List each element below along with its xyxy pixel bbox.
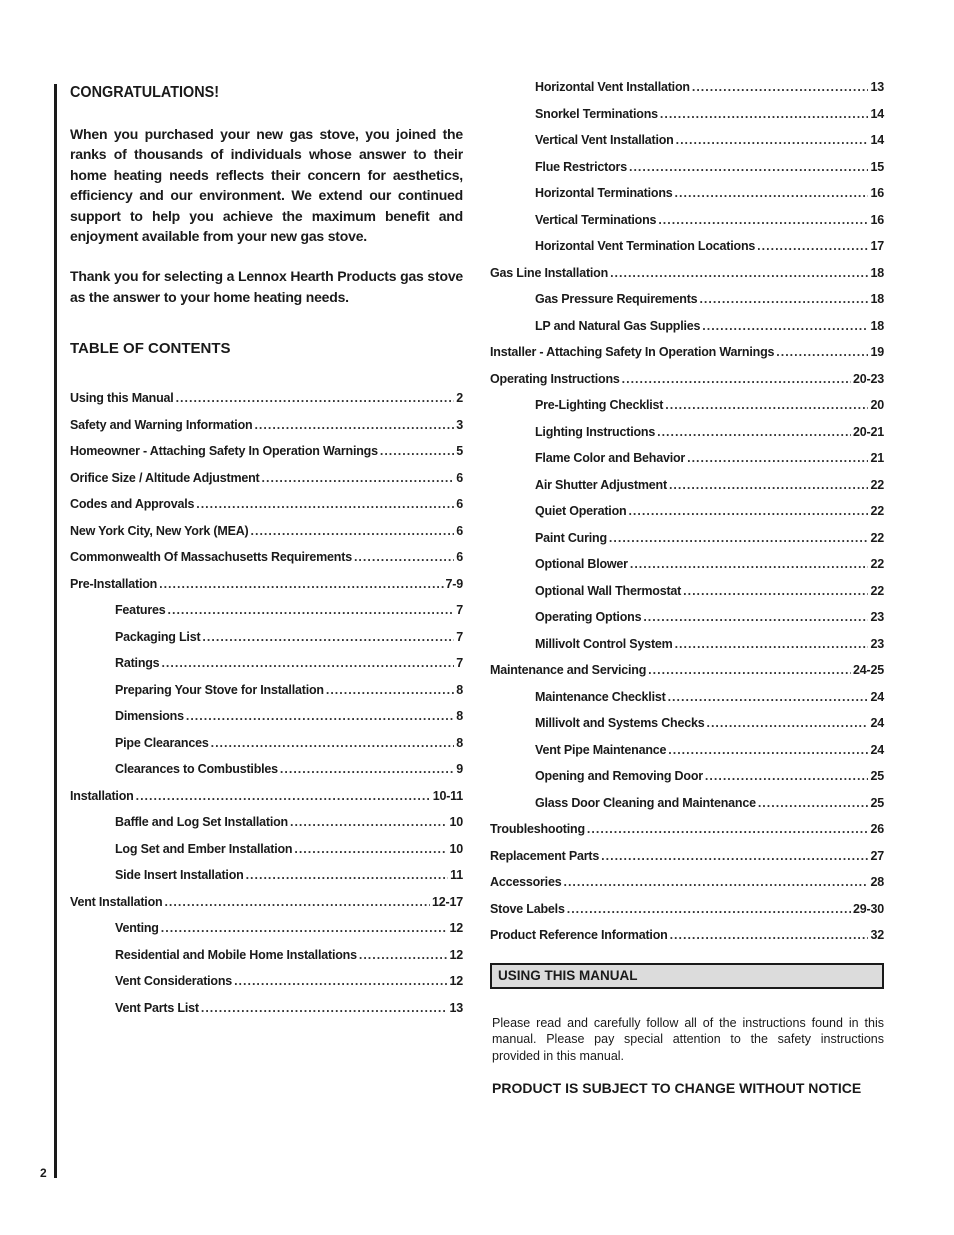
toc-entry-page: 14 (870, 106, 884, 121)
toc-entry-label: Ratings (115, 656, 160, 671)
toc-entry-label: Flame Color and Behavior (535, 451, 686, 465)
toc-leader-dots (776, 345, 868, 359)
toc-entry[interactable] (490, 372, 884, 399)
toc-entry-label: Venting (115, 921, 159, 936)
congratulations-heading: CONGRATULATIONS! (70, 84, 220, 101)
toc-leader-dots (211, 736, 455, 750)
toc-entry-label: Troubleshooting (490, 822, 585, 836)
toc-entry-label: Clearances to Combustibles (115, 762, 278, 777)
toc-entry[interactable] (490, 875, 884, 902)
toc-entry[interactable] (490, 213, 884, 240)
toc-entry-label: Dimensions (115, 709, 184, 724)
toc-leader-dots (668, 690, 869, 704)
toc-entry-label: Opening and Removing Door (535, 769, 703, 783)
toc-leader-dots (164, 895, 430, 909)
toc-entry[interactable] (490, 849, 884, 876)
right-column (490, 80, 884, 1096)
toc-entry-page: 6 (456, 497, 463, 512)
toc-entry[interactable] (70, 524, 463, 551)
toc-leader-dots (643, 610, 868, 624)
toc-leader-dots (629, 160, 869, 174)
toc-entry[interactable] (70, 948, 463, 975)
toc-entry[interactable] (70, 895, 463, 922)
toc-entry-label: Gas Line Installation (490, 265, 609, 280)
toc-entry[interactable] (70, 683, 463, 710)
toc-leader-dots (168, 603, 455, 617)
toc-leader-dots (161, 921, 448, 935)
toc-entry-page: 6 (456, 550, 463, 565)
toc-entry-label: Vertical Terminations (535, 212, 657, 227)
toc-entry[interactable] (490, 663, 884, 690)
toc-entry[interactable] (70, 391, 463, 418)
toc-entry[interactable] (490, 902, 884, 929)
toc-leader-dots (567, 902, 851, 916)
toc-entry-page: 22 (870, 477, 884, 492)
toc-entry-label: Baffle and Log Set Installation (115, 815, 288, 830)
toc-entry[interactable] (490, 610, 884, 637)
toc-leader-dots (290, 815, 448, 829)
toc-leader-dots (657, 425, 851, 439)
toc-entry[interactable] (70, 789, 463, 816)
toc-entry-page: 12 (449, 921, 463, 936)
toc-entry[interactable] (490, 637, 884, 664)
toc-entry-label: Maintenance and Servicing (490, 663, 647, 677)
toc-entry[interactable] (70, 418, 463, 445)
toc-entry-label: Features (115, 603, 166, 618)
toc-entry[interactable] (490, 690, 884, 717)
toc-entry-page: 21 (870, 451, 884, 465)
toc-entry-page: 6 (456, 470, 463, 485)
toc-entry-label: Using this Manual (70, 391, 174, 406)
toc-entry-page: 22 (870, 504, 884, 518)
toc-entry-page: 23 (870, 636, 884, 651)
toc-leader-dots (609, 531, 869, 545)
toc-entry-page: 24 (870, 716, 884, 730)
toc-entry-label: Maintenance Checklist (535, 689, 666, 704)
toc-entry[interactable] (490, 531, 884, 558)
toc-entry-label: Replacement Parts (490, 848, 600, 863)
toc-entry[interactable] (70, 1001, 463, 1028)
toc-entry-page: 20 (870, 398, 884, 412)
toc-entry-label: Vertical Vent Installation (535, 133, 674, 147)
toc-leader-dots (587, 822, 869, 836)
toc-entry-label: Product Reference Information (490, 928, 668, 942)
toc-entry-page: 16 (870, 186, 884, 200)
toc-entry-page: 15 (870, 159, 884, 174)
toc-entry[interactable] (490, 345, 884, 372)
toc-entry-page: 7 (456, 603, 463, 618)
toc-leader-dots (683, 584, 868, 598)
toc-entry[interactable] (490, 743, 884, 770)
toc-entry-label: Vent Parts List (115, 1000, 199, 1015)
toc-list-left (70, 391, 463, 1027)
toc-entry-page: 20-23 (853, 371, 884, 386)
toc-entry-page: 8 (456, 735, 463, 750)
toc-entry-page: 17 (870, 239, 884, 253)
toc-entry-page: 23 (870, 610, 884, 624)
toc-entry-page: 7 (456, 629, 463, 644)
toc-leader-dots (246, 868, 449, 882)
toc-entry-label: Gas Pressure Requirements (535, 292, 698, 306)
toc-entry-page: 3 (456, 417, 463, 432)
change-notice: PRODUCT IS SUBJECT TO CHANGE WITHOUT NOTICE (492, 1080, 862, 1096)
toc-entry[interactable] (70, 868, 463, 895)
intro-paragraph: When you purchased your new gas stove, you joined the ranks of thousands of individuals whose answer to their home heating needs reflects their concern for aesthetics, efficiency and our environment. We extend our continued support to help you achieve the maximum benefit and enjoyment available from your new gas stove. (70, 126, 463, 245)
toc-leader-dots (251, 524, 455, 538)
toc-entry-label: New York City, New York (MEA) (70, 523, 249, 538)
toc-entry-page: 24-25 (853, 663, 884, 677)
toc-entry-label: Air Shutter Adjustment (535, 477, 667, 492)
toc-entry[interactable] (70, 444, 463, 471)
toc-entry-page: 24 (870, 689, 884, 704)
toc-entry-page: 22 (870, 583, 884, 598)
toc-leader-dots (699, 292, 868, 306)
toc-entry[interactable] (70, 736, 463, 763)
toc-leader-dots (669, 478, 869, 492)
toc-entry-page: 22 (870, 530, 884, 545)
using-manual-heading: USING THIS MANUAL (490, 963, 884, 989)
toc-entry[interactable] (490, 186, 884, 213)
toc-entry[interactable] (70, 550, 463, 577)
toc-leader-dots (380, 444, 454, 458)
toc-leader-dots (675, 186, 869, 200)
toc-leader-dots (660, 107, 869, 121)
toc-leader-dots (757, 239, 868, 253)
toc-leader-dots (705, 769, 869, 783)
toc-entry[interactable] (490, 398, 884, 425)
toc-entry-page: 2 (456, 391, 463, 406)
toc-entry-label: Millivolt and Systems Checks (535, 716, 705, 730)
toc-leader-dots (658, 213, 868, 227)
toc-entry[interactable] (490, 928, 884, 955)
toc-leader-dots (676, 133, 869, 147)
toc-entry[interactable] (70, 656, 463, 683)
toc-entry[interactable] (70, 842, 463, 869)
toc-leader-dots (136, 789, 431, 803)
toc-entry-page: 12 (449, 947, 463, 962)
toc-entry-page: 19 (870, 345, 884, 359)
toc-entry-page: 10 (449, 841, 463, 856)
toc-entry[interactable] (490, 292, 884, 319)
toc-entry[interactable] (490, 319, 884, 346)
toc-entry[interactable] (490, 239, 884, 266)
toc-leader-dots (294, 842, 447, 856)
toc-entry[interactable] (490, 796, 884, 823)
toc-entry-label: Safety and Warning Information (70, 417, 253, 432)
toc-entry[interactable] (70, 603, 463, 630)
toc-leader-dots (668, 743, 868, 757)
toc-entry-page: 22 (870, 557, 884, 571)
toc-entry-page: 7-9 (445, 576, 463, 591)
toc-leader-dots (601, 849, 868, 863)
toc-entry[interactable] (490, 266, 884, 293)
toc-leader-dots (628, 504, 868, 518)
toc-entry-label: Glass Door Cleaning and Maintenance (535, 795, 756, 810)
toc-entry-page: 27 (870, 848, 884, 863)
toc-leader-dots (254, 418, 454, 432)
toc-entry-page: 16 (870, 212, 884, 227)
toc-entry-label: Orifice Size / Altitude Adjustment (70, 470, 260, 485)
toc-entry-label: Horizontal Vent Termination Locations (535, 239, 756, 253)
toc-entry-label: Vent Installation (70, 894, 163, 909)
toc-entry-page: 14 (870, 133, 884, 147)
toc-entry-page: 6 (456, 523, 463, 538)
toc-entry-label: Residential and Mobile Home Installations (115, 947, 357, 962)
toc-entry-page: 12 (449, 974, 463, 989)
toc-entry-page: 18 (870, 292, 884, 306)
toc-entry[interactable] (70, 630, 463, 657)
toc-leader-dots (563, 875, 868, 889)
toc-leader-dots (359, 948, 448, 962)
toc-entry-label: Stove Labels (490, 901, 565, 916)
toc-entry[interactable] (70, 471, 463, 498)
toc-leader-dots (234, 974, 447, 988)
toc-entry-label: Snorkel Terminations (535, 106, 658, 121)
toc-leader-dots (648, 663, 851, 677)
toc-entry-page: 7 (456, 656, 463, 671)
toc-leader-dots (758, 796, 869, 810)
toc-entry-label: Operating Instructions (490, 371, 620, 386)
toc-leader-dots (354, 550, 454, 564)
toc-leader-dots (665, 398, 868, 412)
toc-entry[interactable] (490, 504, 884, 531)
toc-entry-label: Packaging List (115, 629, 201, 644)
toc-entry[interactable] (490, 557, 884, 584)
toc-leader-dots (675, 637, 869, 651)
toc-entry[interactable] (490, 478, 884, 505)
toc-entry-page: 25 (870, 769, 884, 783)
toc-entry[interactable] (70, 497, 463, 524)
toc-entry-label: Vent Pipe Maintenance (535, 742, 667, 757)
toc-leader-dots (610, 266, 868, 280)
toc-entry[interactable] (490, 425, 884, 452)
toc-entry[interactable] (490, 107, 884, 134)
toc-entry-label: Lighting Instructions (535, 424, 656, 439)
toc-leader-dots (706, 716, 868, 730)
toc-entry-label: Pipe Clearances (115, 735, 209, 750)
toc-entry-label: LP and Natural Gas Supplies (535, 318, 701, 333)
toc-entry[interactable] (490, 133, 884, 160)
toc-entry-page: 29-30 (853, 901, 884, 916)
toc-entry-page: 25 (870, 795, 884, 810)
toc-leader-dots (692, 80, 869, 94)
toc-entry-page: 32 (870, 928, 884, 942)
toc-leader-dots (159, 577, 443, 591)
toc-entry[interactable] (490, 769, 884, 796)
toc-entry-page: 18 (870, 318, 884, 333)
toc-entry-page: 18 (870, 265, 884, 280)
toc-entry-page: 10-11 (432, 788, 463, 803)
toc-entry-page: 5 (456, 444, 463, 459)
toc-entry[interactable] (490, 80, 884, 107)
toc-leader-dots (687, 451, 868, 465)
toc-entry[interactable] (490, 716, 884, 743)
toc-entry[interactable] (490, 160, 884, 187)
toc-entry-page: 8 (456, 682, 463, 697)
toc-leader-dots (196, 497, 454, 511)
toc-leader-dots (161, 656, 454, 670)
page-number: 2 (40, 1166, 47, 1180)
toc-entry-label: Preparing Your Stove for Installation (115, 682, 324, 697)
toc-entry-label: Side Insert Installation (115, 868, 244, 883)
toc-leader-dots (176, 391, 455, 405)
toc-entry-page: 12-17 (432, 894, 463, 909)
toc-entry-page: 24 (870, 742, 884, 757)
toc-entry[interactable] (490, 822, 884, 849)
toc-leader-dots (670, 928, 869, 942)
toc-entry-label: Paint Curing (535, 530, 607, 545)
toc-entry-label: Codes and Approvals (70, 497, 195, 512)
toc-entry-page: 11 (450, 868, 463, 883)
toc-entry[interactable] (70, 921, 463, 948)
toc-leader-dots (630, 557, 869, 571)
toc-leader-dots (326, 683, 454, 697)
toc-entry[interactable] (70, 974, 463, 1001)
toc-entry-label: Operating Options (535, 610, 642, 624)
toc-leader-dots (262, 471, 455, 485)
toc-leader-dots (622, 372, 851, 386)
toc-entry[interactable] (70, 709, 463, 736)
toc-leader-dots (202, 630, 454, 644)
toc-entry-label: Pre-Lighting Checklist (535, 398, 664, 412)
toc-entry-label: Vent Considerations (115, 974, 233, 989)
toc-entry-page: 13 (870, 80, 884, 94)
toc-entry-label: Homeowner - Attaching Safety In Operation Warnings (70, 444, 378, 459)
toc-entry-page: 28 (870, 875, 884, 889)
toc-entry-label: Commonwealth Of Massachusetts Requirements (70, 550, 352, 565)
toc-entry-label: Log Set and Ember Installation (115, 841, 293, 856)
using-manual-text: Please read and carefully follow all of the instructions found in this manual. Please pay special attention to the safety instructions provided in this manual. (492, 1015, 884, 1063)
toc-entry[interactable] (70, 577, 463, 604)
toc-entry-page: 20-21 (853, 424, 884, 439)
toc-leader-dots (702, 319, 868, 333)
toc-entry-page: 10 (449, 815, 463, 830)
left-column (70, 82, 463, 1027)
toc-leader-dots (280, 762, 454, 776)
toc-entry[interactable] (70, 762, 463, 789)
toc-entry-label: Accessories (490, 875, 562, 889)
toc-entry-page: 26 (870, 822, 884, 836)
toc-entry-label: Horizontal Vent Installation (535, 80, 690, 94)
toc-entry-label: Millivolt Control System (535, 636, 673, 651)
toc-title: TABLE OF CONTENTS (70, 340, 231, 358)
toc-entry-page: 13 (449, 1000, 463, 1015)
toc-entry-label: Installation (70, 788, 134, 803)
toc-entry-label: Optional Blower (535, 557, 628, 571)
toc-entry-label: Pre-Installation (70, 576, 158, 591)
margin-rule (54, 84, 57, 1178)
thank-you-paragraph: Thank you for selecting a Lennox Hearth Products gas stove as the answer to your home heating needs. (70, 268, 463, 305)
toc-entry[interactable] (490, 584, 884, 611)
toc-entry[interactable] (490, 451, 884, 478)
toc-entry-label: Installer - Attaching Safety In Operation Warnings (490, 345, 775, 359)
toc-entry-label: Quiet Operation (535, 504, 627, 518)
toc-entry-label: Flue Restrictors (535, 159, 627, 174)
toc-entry-label: Horizontal Terminations (535, 186, 673, 200)
toc-entry-label: Optional Wall Thermostat (535, 583, 682, 598)
toc-entry-page: 9 (456, 762, 463, 777)
toc-leader-dots (186, 709, 454, 723)
toc-list-right (490, 80, 884, 955)
toc-entry[interactable] (70, 815, 463, 842)
toc-entry-page: 8 (456, 709, 463, 724)
toc-leader-dots (201, 1001, 448, 1015)
